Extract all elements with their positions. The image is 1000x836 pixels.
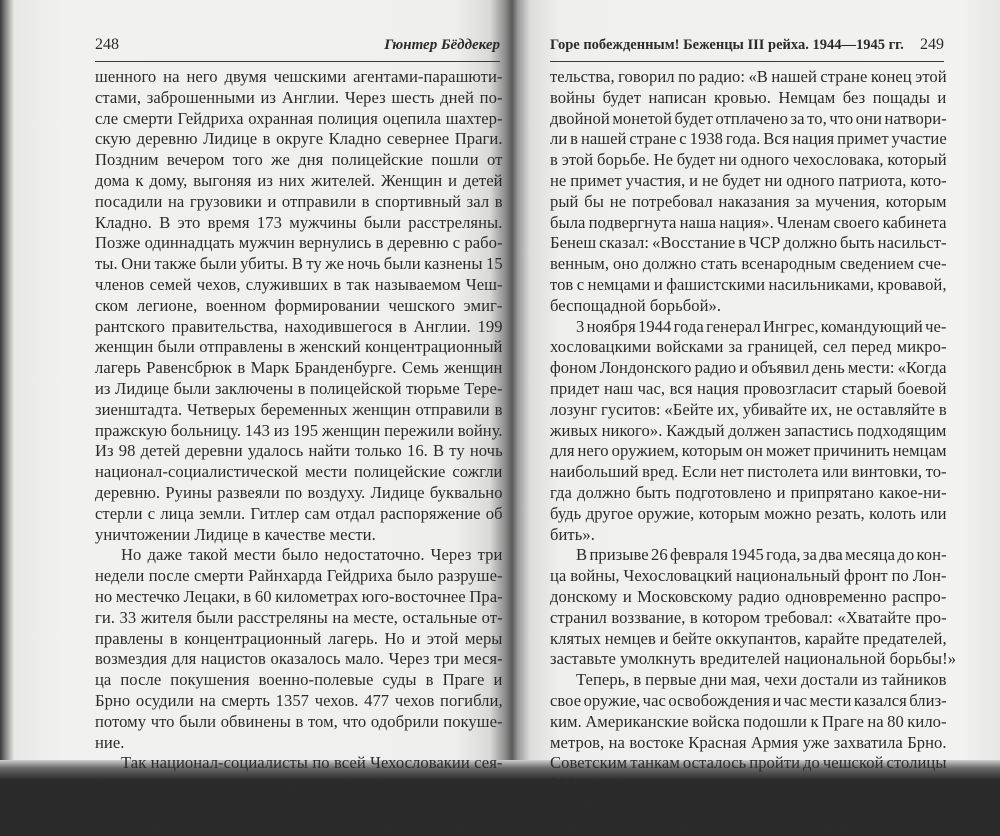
- text-line: будь другое оружие, которым можно резать, колоть или: [550, 503, 947, 523]
- text-line: метров, на востоке Красная Армия уже захватила Брно.: [550, 732, 947, 752]
- text-line: Позже одиннадцать мужчин вернулись в деревню с рабо-: [95, 233, 503, 253]
- text-line: ском легионе, военном формировании чешского эмиг-: [95, 295, 503, 315]
- text-line: ги. 33 жителя были расстреляны на месте, остальные от-: [95, 607, 503, 627]
- text-line: ца войны, Чехословацкий национальный фронт по Лон-: [550, 566, 947, 586]
- text-line: в этой борьбе. Не будет ни одного чехословака, который: [550, 150, 947, 170]
- text-line: Поздним вечером того же дня полицейские пошли от: [95, 150, 503, 170]
- text-line: венным, оно должно стать всенародным сведением сче-: [550, 254, 947, 274]
- left-page-body: [95, 67, 503, 836]
- text-line: Бенеш сказал: «Восстание в ЧСР должно быть насильст-: [550, 233, 947, 253]
- text-line: рантского правительства, находившегося в Англии. 199: [95, 316, 503, 336]
- text-line: сле смерти Гейдриха охранная полиция оцепила шахтер-: [95, 108, 503, 128]
- text-line: тов с немцами и фашистскими насильниками, кровавой,: [550, 274, 947, 294]
- text-line: возмездия для нацистов оказалось мало. Через три меся-: [95, 649, 503, 669]
- text-line: женщин были отправлены в женский концентрационный: [95, 337, 503, 357]
- text-line: уничтожении Лидице в качестве мести.: [95, 524, 376, 544]
- text-line: Но даже такой мести было недостаточно. Через три: [121, 545, 503, 565]
- text-line: хословацкими войсками за границей, сел перед микро-: [550, 337, 947, 357]
- text-line: не примет участия, и не будет ни одного патриота, кото-: [550, 170, 947, 190]
- text-line: ство в Лондоне разжигало жажду ненависти по всей стра-: [95, 794, 503, 814]
- text-line: В призыве 26 февраля 1945 года, за два месяца до кон-: [576, 545, 947, 565]
- right-page-header: [550, 36, 944, 62]
- text-line: лагерь Равенсбрюк в Марк Бранденбурге. Семь женщин: [95, 358, 503, 378]
- text-line: Советским танкам осталось пройти до чешской столицы: [550, 753, 947, 773]
- page-number: 248: [95, 36, 119, 53]
- text-line: ние.: [95, 732, 125, 752]
- text-line: стерли с лица земли. Гитлер сам отдал распоряжение об: [95, 503, 503, 523]
- text-line: мая остановился грузовик, с него спрыгнули вооружен-: [550, 815, 947, 835]
- text-line: двойной монетой будет отплачено за то, что они натвори-: [550, 108, 947, 128]
- text-line: фоном Лондонского радио и объявил день мести: «Когда: [550, 358, 947, 378]
- text-line: заставьте умолкнуть вредителей национальной борьбы!»: [550, 649, 957, 669]
- text-line: Кладно. В это время 173 мужчины были расстреляны.: [95, 212, 503, 232]
- text-line: ли ненависть, а чехословацкое эмигрантское правитель-: [95, 774, 503, 794]
- text-line: тельства, говорил по радио: «В нашей стране конец этой: [550, 67, 947, 86]
- text-line: скую деревню Лидице в округе Кладно севернее Праги.: [95, 129, 503, 149]
- text-line: была подвергнута наша нация». Членам своего кабинета: [550, 212, 947, 232]
- text-line: придет наш час, вся нация провозгласит старый боевой: [550, 378, 947, 398]
- running-head: Гюнтер Бёддекер: [384, 37, 500, 53]
- text-line: Перед зданием радиостанции «Прага II» в полдень 5: [576, 794, 947, 814]
- text-line: членов семей чехов, служивших в так называемом Чеш-: [95, 274, 503, 294]
- text-line: ким. Американские войска подошли к Праге на 80 кило-: [550, 711, 947, 731]
- text-line: Брно осудили на смерть 1357 чехов. 477 чехов погибли,: [95, 690, 503, 710]
- text-line: наибольший вред. Если нет пистолета или винтовки, то-: [550, 462, 947, 482]
- text-line: потому что были обвинены в том, что одобрили покуше-: [95, 711, 503, 731]
- text-line: Так национал-социалисты по всей Чехословакии сея-: [121, 753, 503, 773]
- text-line: рый бы не потребовал наказания за мучения, которым: [550, 191, 947, 211]
- text-line: 200 километров.: [550, 774, 667, 794]
- left-page-header: [95, 36, 500, 62]
- text-line: ца после покушения военно-полевые суды в Праге и: [95, 670, 503, 690]
- text-line: посадили на грузовики и отправили в спортивный зал в: [95, 191, 503, 211]
- text-line: правлены в концентрационный лагерь. Но и этой меры: [95, 628, 503, 648]
- text-line: Из 98 детей деревни удалось найти только 16. В ту ночь: [95, 441, 503, 461]
- text-line: 3 ноября 1944 года генерал Ингрес, командующий че-: [576, 316, 947, 336]
- text-line: шенного на него двумя чешскими агентами-парашюти-: [95, 67, 503, 86]
- text-line: недели после смерти Райнхарда Гейдриха было разруше-: [95, 566, 503, 586]
- text-line: деревню. Руины развеяли по воздуху. Лидице буквально: [95, 482, 503, 502]
- text-line: Теперь, в первые дни мая, чехи достали из тайников: [576, 670, 947, 690]
- text-line: зиенштадта. Четверых беременных женщин отправили в: [95, 399, 503, 419]
- text-line: бить».: [550, 524, 595, 544]
- text-line: гда должно быть подготовлено и припрятано какое-ни-: [550, 482, 947, 502]
- text-line: беспощадной борьбой».: [550, 295, 722, 315]
- text-line: ли в нашей стране с 1938 года. Вся нация примет участие: [550, 129, 947, 149]
- text-line: для него оружием, которым он может причинить немцам: [550, 441, 947, 461]
- text-line: из Лидице были заключены в полицейской тюрьме Тере-: [95, 378, 503, 398]
- running-head: Горе побежденным! Беженцы III рейха. 1944—1945 гг.: [550, 37, 904, 53]
- text-line: дома к дому, выгоняя из них жителей. Женщин и детей: [95, 170, 503, 190]
- text-line: национал-социалистической мести полицейские сожгли: [95, 462, 503, 482]
- text-line: клятых немцев и бейте оккупантов, карайте предателей,: [550, 628, 947, 648]
- right-page: [550, 36, 957, 836]
- text-line: лозунг гуситов: «Бейте их, убивайте их, не оставляйте в: [550, 399, 947, 419]
- text-line: стами, заброшенными из Англии. Через шесть дней по-: [95, 87, 503, 107]
- text-line: странил воззвание, в котором требовал: «Хватайте про-: [550, 607, 947, 627]
- text-line: пражскую больницу. 143 из 195 женщин пережили войну.: [95, 420, 503, 440]
- text-line: свое оружие, час освобождения и час мести казался близ-: [550, 690, 947, 710]
- right-page-body: [550, 67, 957, 836]
- text-line: войны будет написан кровью. Немцам без пощады и: [550, 87, 947, 107]
- text-line: не. Доктор Эдуард Бенеш, глава эмигрантского прави-: [95, 815, 503, 835]
- left-page: [95, 36, 503, 836]
- text-line: донскому и Московскому радио одновременно распро-: [550, 586, 947, 606]
- text-line: ты. Они также были убиты. В ту же ночь были казнены 15: [95, 254, 503, 274]
- text-line: живых никого». Каждый должен запастись подходящим: [550, 420, 947, 440]
- text-line: но местечко Лецаки, в 60 километрах юго-восточнее Пра-: [95, 586, 503, 606]
- page-number: 249: [920, 36, 944, 53]
